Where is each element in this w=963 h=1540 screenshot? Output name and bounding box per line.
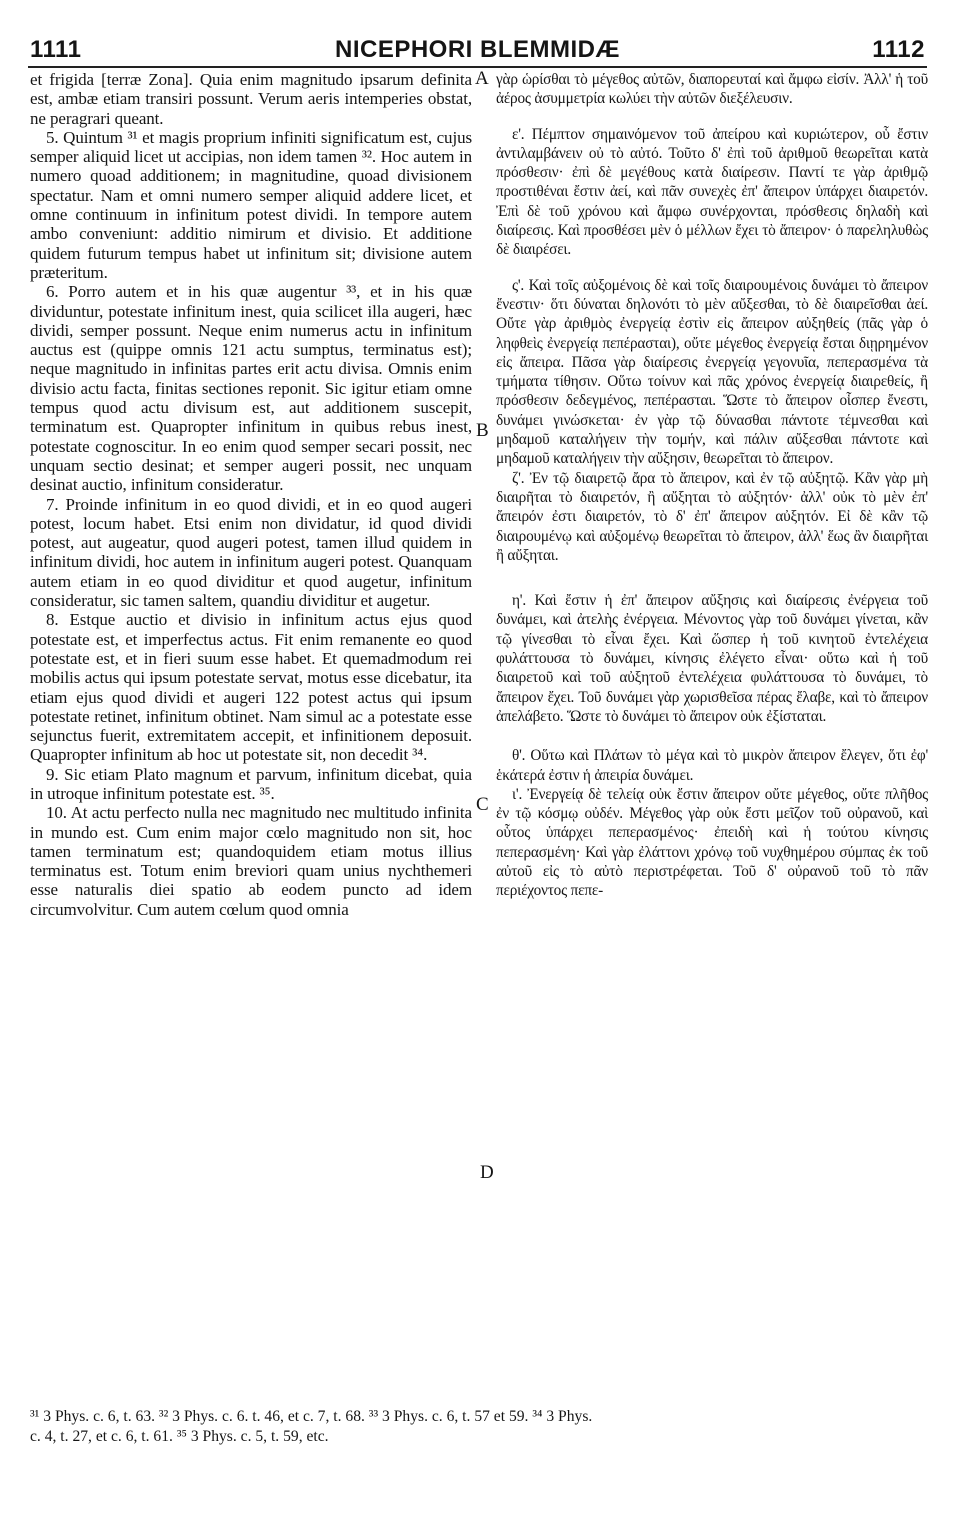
greek-column: [496, 70, 928, 901]
greek-paragraph: ς'. Καὶ τοῖς αὐξομένοις δὲ καὶ τοῖς διαιρουμένοις δυνάμει τὸ ἄπειρον ἔνεστιν· ὅτι δύναται δηλονότι τὸ μὲν αὔξεσθαι, τὸ δὲ διαιρεῖσθαι ἀεί. Οὔτε γὰρ ἀριθμὸς ἐνεργείᾳ ἐστὶν εἰς ἄπειρον αὐξηθείς (πᾶς γὰρ ὁ ληφθεὶς ἐνεργείᾳ πεπέρασται), οὔτε μέγεθος ἐνεργείᾳ ἔσται διῃρημένον εἰς ἄπειρα. Πᾶσα γὰρ διαίρεσις ἐνεργείᾳ γεγονυῖα, πεπερασμένα τὰ τμήματα τίθησιν. Οὕτω τοίνυν καὶ πᾶς χρόνος ἐνεργείᾳ διαιρεθείς, ἢ πρόσθεσιν δεδεγμένος, πεπέρασται. Ὥστε τὸ ἄπειρον οἷσπερ ἔνεστι, δυνάμει γινώσκεται· ἐν γὰρ τῷ δύνασθαι πάντοτε τέμνεσθαι καὶ μηδαμοῦ καταλήγειν τὴν τομήν, καὶ πάλιν αὔξεσθαι πάντοτε καὶ μηδαμοῦ καταλήγειν τὴν αὔξησιν, θεωρεῖται τὸ ἄπειρον.: [496, 276, 928, 468]
margin-mark-b: B: [476, 420, 489, 441]
running-title: NICEPHORI BLEMMIDÆ: [335, 36, 620, 63]
latin-paragraph: 6. Porro autem et in his quæ augentur ³³, et in his quæ dividuntur, potestate infinitum inest, quia scilicet illa augeri, hæc dividi, semper possunt. Neque enim numerus actu in infinitum auctus est (quippe omnis 121 actu sumptus, terminatus est); neque magnitudo in infinitas partes erit actu divisa. Omnis enim divisio actu facta, finitas sectiones reponit. Sic igitur etiam omne tempus quod actu divisum est, aut additionem suscepit, terminatum est. Quapropter infinitum in quibus rebus inest, potestate cognoscitur. In eo enim quod semper secari possit, nec unquam sectio desinat; et semper augeri possit, nec unquam desinat auctio, infinitum consideratur.: [30, 282, 472, 495]
greek-paragraph: ι'. Ἐνεργείᾳ δὲ τελείᾳ οὐκ ἔστιν ἄπειρον οὔτε μέγεθος, οὔτε πλῆθος ἐν τῷ κόσμῳ οὐδέν. Μέγεθος γὰρ οὐκ ἔστι μεῖζον τοῦ οὐρανοῦ, καὶ οὗτος ὑπάρχει πεπερασμένος· ἐπειδὴ καὶ ἡ τούτου κίνησις πεπερασμένη· Καὶ γὰρ ἐλάττονι χρόνῳ τοῦ νυχθημέρου σύμπας ἐκ τοῦ αὐτοῦ εἰς τὸ αὐτὸ περιστρέφεται. Τοῦ δ' οὐρανοῦ τοῦ τὸ πᾶν περιέχοντος πεπε-: [496, 785, 928, 900]
latin-paragraph: 7. Proinde infinitum in eo quod dividi, et in eo quod augeri potest, locum habet. Etsi enim non dividatur, id quod dividi potest, aut augeatur, quod augeri potest, tamen illud quidem in infinitum dividi, hoc autem in infinitum augeri potest. Quanquam autem etiam in eo quod dividitur et quod augetur, infinitum consideratur, sic tamen saltem, quandiu dividitur et augetur.: [30, 494, 472, 611]
latin-paragraph: 10. At actu perfecto nulla nec magnitudo nec multitudo infinita in mundo est. Cum enim major cœlo magnitudo non sit, hoc tamen terminatum est; quandoquidem etiam motus illius terminatus est. Totum enim breviori quam unius nychthemeri esse naturalis diei spatio ab eodem puncto ad idem circumvolvitur. Cum autem cœlum quod omnia: [30, 803, 472, 919]
margin-mark-a: A: [475, 68, 489, 89]
greek-paragraph: θ'. Οὕτω καὶ Πλάτων τὸ μέγα καὶ τὸ μικρὸν ἄπειρον ἔλεγεν, ὅτι ἐφ' ἑκάτερά ἐστιν ἡ ἀπειρία δυνάμει.: [496, 747, 928, 784]
margin-mark-c: C: [476, 794, 489, 815]
footnote-line: ³¹ 3 Phys. c. 6, t. 63. ³² 3 Phys. c. 6. t. 46, et c. 7, t. 68. ³³ 3 Phys. c. 6, t. 57 et 59. ³⁴ 3 Phys.: [30, 1408, 593, 1425]
latin-paragraph: 5. Quintum ³¹ et magis proprium infiniti significatum est, cujus semper aliquid licet ut accipias, non idem tamen ³². Hoc autem in numero quoad additionem; in magnitudine, quoad divisionem spectatur. Nam et omni numero semper aliquid addere licet, et omne continuum in infinitum potest dividi. In tempore autem ambo conveniunt: additio nimirum et divisio. Et additione quidem futurum tempus habet ut infinitum sit; divisione autem præteritum.: [30, 127, 472, 282]
footnote-line: c. 4, t. 27, et c. 6, t. 61. ³⁵ 3 Phys. c. 5, t. 59, etc.: [30, 1428, 329, 1445]
margin-mark-d: D: [480, 1162, 494, 1183]
greek-paragraph: ζ'. Ἐν τῷ διαιρετῷ ἄρα τὸ ἄπειρον, καὶ ἐν τῷ αὐξητῷ. Κἂν γὰρ μὴ διαιρῆται τὸ διαιρετόν, ἢ αὔξηται τὸ αὐξητόν· ἀλλ' οὐκ τὸ μὲν ἐπ' ἄπειρόν ἐστι διαιρετόν, τὸ δ' ἐπ' ἄπειρον αὐξητόν. Εἰ δὲ κἂν τῷ διαιρουμένῳ καὶ αὐξομένῳ θεωρεῖται τὸ ἄπειρον, ἀλλ' ἕως ἂν διαιρῆται ἢ αὔξηται.: [496, 469, 928, 564]
greek-paragraph: η'. Καὶ ἔστιν ἡ ἐπ' ἄπειρον αὔξησις καὶ διαίρεσις ἐνέργεια τοῦ δυνάμει, καὶ ἀτελὴς ἐνέργεια. Μένοντος γὰρ τοῦ δυνάμει γίνεται, κἂν τῷ γίνεσθαι τὸ εἶναι ἔχει. Καὶ ὥσπερ ἡ τοῦ κινητοῦ ἐντελέχεια φυλάττουσα τὸ δυνάμει, κίνησις ἐλέγετο εἶναι· οὕτω καὶ ἡ τοῦ διαιρετοῦ καὶ τοῦ αὐξητοῦ ἐντελέχεια φυλάττουσα τὸ δυνάμει, τὸ ἄπειρον ἔχει. Τοῦ δυνάμει γὰρ χωρισθεῖσα πέρας ἔλαβε, καὶ τὸ ἄπειρον ἀπελάβετο. Ὥστε τὸ δυνάμει τὸ ἄπειρον οὐκ ἐξίσταται.: [496, 592, 928, 725]
latin-paragraph: et frigida [terræ Zona]. Quia enim magnitudo ipsarum definita est, ambæ etiam transiri possunt. Verum aeris intemperies obstat, ne peragrari queant.: [30, 70, 472, 128]
greek-paragraph: γὰρ ὡρίσθαι τὸ μέγεθος αὐτῶν, διαπορευταί καὶ ἄμφω εἰσίν. Ἀλλ' ἡ τοῦ ἀέρος ἀσυμμετρία κωλύει τὴν αὐτῶν διεξέλευσιν.: [496, 71, 928, 108]
page-number-right: 1112: [872, 36, 925, 63]
page-number-left: 1111: [30, 36, 82, 63]
latin-column: [30, 70, 472, 919]
greek-paragraph: ε'. Πέμπτον σημαινόμενον τοῦ ἀπείρου καὶ κυριώτερον, οὗ ἔστιν ἀντιλαμβάνειν οὐ τὸ αὐτό. Τοῦτο δ' ἐπὶ τοῦ ἀριθμοῦ θεωρεῖται κατὰ πρόσθεσιν· ἐπὶ δὲ μεγέθους κατὰ διαίρεσιν. Παντί τε γὰρ ἀριθμῷ προστιθέναι ἔστιν ἀεί, καὶ πᾶν συνεχὲς ἐπ' ἄπειρον ὑπάρχει διαιρετόν. Ἐπὶ δὲ τοῦ χρόνου καὶ ἄμφω συνέρχονται, πρόσθεσις δηλαδὴ καὶ διαίρεσις. Καὶ προσθέσει μὲν ὁ μέλλων ἔχει τὸ ἄπειρον· ὁ παρεληλυθὼς δὲ διαιρέσει.: [496, 125, 928, 259]
latin-paragraph: 8. Estque auctio et divisio in infinitum actus ejus quod potestate est, et imperfectus actus. Fit enim remanente eo quod potestate est, et in fieri suum esse habet. Et quemadmodum rei mobilis actus qui ipsum potestate servat, motus esse dicebatur, ita etiam ejus quod dividi et augeri 122 potest actus qui ipsum potestate retinet, infinitum obtinet. Nam simul ac a potestate esse sejunctus fuerit, extremitatem accepit, et infinitionem deposuit. Quapropter infinitum ab hoc ut potestate sit, non decedit ³⁴.: [30, 610, 472, 765]
latin-paragraph: 9. Sic etiam Plato magnum et parvum, infinitum dicebat, quia in utroque infinitum potestate est. ³⁵.: [30, 764, 472, 803]
running-header: [30, 36, 925, 70]
